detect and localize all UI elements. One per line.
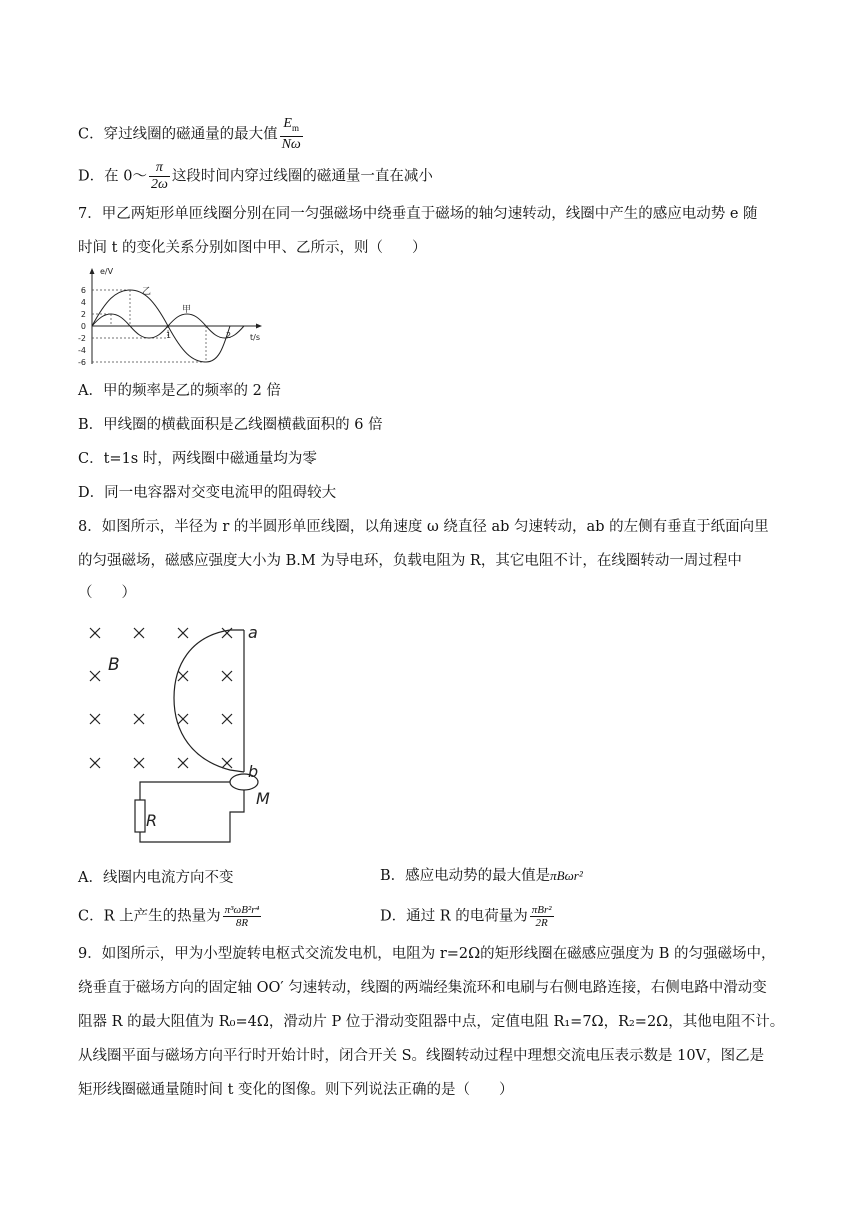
q7-option-b: B．甲线圈的横截面积是乙线圈横截面积的 6 倍 bbox=[78, 417, 383, 433]
q8-optc-fraction: $\frac{\text{π³ωB²r⁴}}{8R}$ bbox=[224, 904, 260, 929]
q7-label-jia: 甲 bbox=[182, 305, 192, 315]
label-b: b bbox=[248, 762, 259, 781]
q8-optd-fraction: $\frac{\text{πBr²}}{2R}$ bbox=[531, 904, 552, 929]
q7-option-d: D．同一电容器对交变电流甲的阻碍较大 bbox=[78, 485, 337, 501]
q9-line1: 9．如图所示，甲为小型旋转电枢式交流发电机，电阻为 r=2Ω的矩形线圈在磁感应强度为 B 的匀强磁场中， bbox=[78, 946, 776, 962]
resistor-r bbox=[135, 800, 145, 832]
semicircle-coil bbox=[174, 630, 244, 772]
q8-stem-line1: 8．如图所示，半径为 r 的半圆形单匝线圈，以角速度 ω 绕直径 ab 匀速转动，ab 的左侧有垂直于纸面向里 bbox=[78, 519, 769, 535]
q8-stem-line3: （ ） bbox=[78, 585, 136, 601]
q9-line3: 阻器 R 的最大阻值为 R₀=4Ω，滑动片 P 位于滑动变阻器中点，定值电阻 R₁=7Ω，R₂=2Ω，其他电阻不计。 bbox=[78, 1014, 785, 1030]
q7-emf-graph bbox=[78, 264, 268, 372]
label-a: a bbox=[248, 623, 258, 642]
q7-xtick-1: 1 bbox=[166, 331, 172, 340]
q7-label-yi: 乙 bbox=[142, 287, 152, 297]
q7-ytick-m2: -2 bbox=[78, 334, 86, 343]
q7-ytick-4: 4 bbox=[80, 298, 86, 307]
q7-stem-line2: 时间 t 的变化关系分别如图中甲、乙所示，则（ ） bbox=[78, 240, 427, 256]
q9-line4: 从线圈平面与磁场方向平行时开始计时，闭合开关 S。线圈转动过程中理想交流电压表示数是 10V，图乙是 bbox=[78, 1048, 765, 1064]
q7-xtick-2: 2 bbox=[226, 331, 232, 340]
q6-option-d: D．在 0～ $\frac{\pi}{2\omega}$ 这段时间内穿过线圈的磁通量一直在减小 bbox=[78, 160, 433, 192]
q7-ytick-0: 0 bbox=[80, 322, 86, 331]
q9-line2: 绕垂直于磁场方向的固定轴 OO′ 匀速转动，线圈的两端经集流环和电刷与右侧电路连接，右侧电路中滑动变 bbox=[78, 980, 767, 996]
q7-xlabel: t/s bbox=[250, 333, 260, 342]
q8-stem-line2: 的匀强磁场，磁感应强度大小为 B.M 为导电环，负载电阻为 R，其它电阻不计，在线圈转动一周过程中 bbox=[78, 553, 742, 569]
label-field-b: B bbox=[108, 655, 120, 675]
q6-option-c: C．穿过线圈的磁通量的最大值 $\frac{E_m}{N\omega}$ bbox=[78, 116, 301, 152]
q7-ytick-6: 6 bbox=[80, 286, 86, 295]
label-r: R bbox=[146, 811, 158, 830]
q7-ytick-2: 2 bbox=[80, 310, 86, 319]
q7-option-c: C．t=1s 时，两线圈中磁通量均为零 bbox=[78, 451, 317, 467]
q7-ytick-m4: -4 bbox=[78, 346, 86, 355]
q7-stem-line1: 7．甲乙两矩形单匝线圈分别在同一匀强磁场中绕垂直于磁场的轴匀速转动，线圈中产生的感应电动势 e 随 bbox=[78, 206, 758, 222]
q8-option-b: B．感应电动势的最大值是πBωr² bbox=[380, 868, 583, 884]
q7-ylabel: e/V bbox=[100, 267, 114, 276]
q6-optc-fraction: $\frac{E_m}{N\omega}$ bbox=[281, 116, 301, 152]
q8-option-d: D．通过 R 的电荷量为 $\frac{\text{πBr²}}{2R}$ bbox=[380, 904, 552, 929]
q8-option-a: A．线圈内电流方向不变 bbox=[78, 870, 234, 886]
q8-circuit-figure bbox=[80, 616, 300, 856]
q7-ytick-m6: -6 bbox=[78, 358, 86, 367]
magnetic-field-crosses bbox=[90, 628, 232, 768]
q6-optd-fraction: $\frac{\pi}{2\omega}$ bbox=[150, 160, 168, 192]
q7-option-a: A．甲的频率是乙的频率的 2 倍 bbox=[78, 383, 281, 399]
q9-line5: 矩形线圈磁通量随时间 t 变化的图像。则下列说法正确的是（ ） bbox=[78, 1082, 514, 1098]
q8-option-c: C．R 上产生的热量为 $\frac{\text{π³ωB²r⁴}}{8R}$ bbox=[78, 904, 260, 929]
label-m: M bbox=[256, 789, 270, 808]
